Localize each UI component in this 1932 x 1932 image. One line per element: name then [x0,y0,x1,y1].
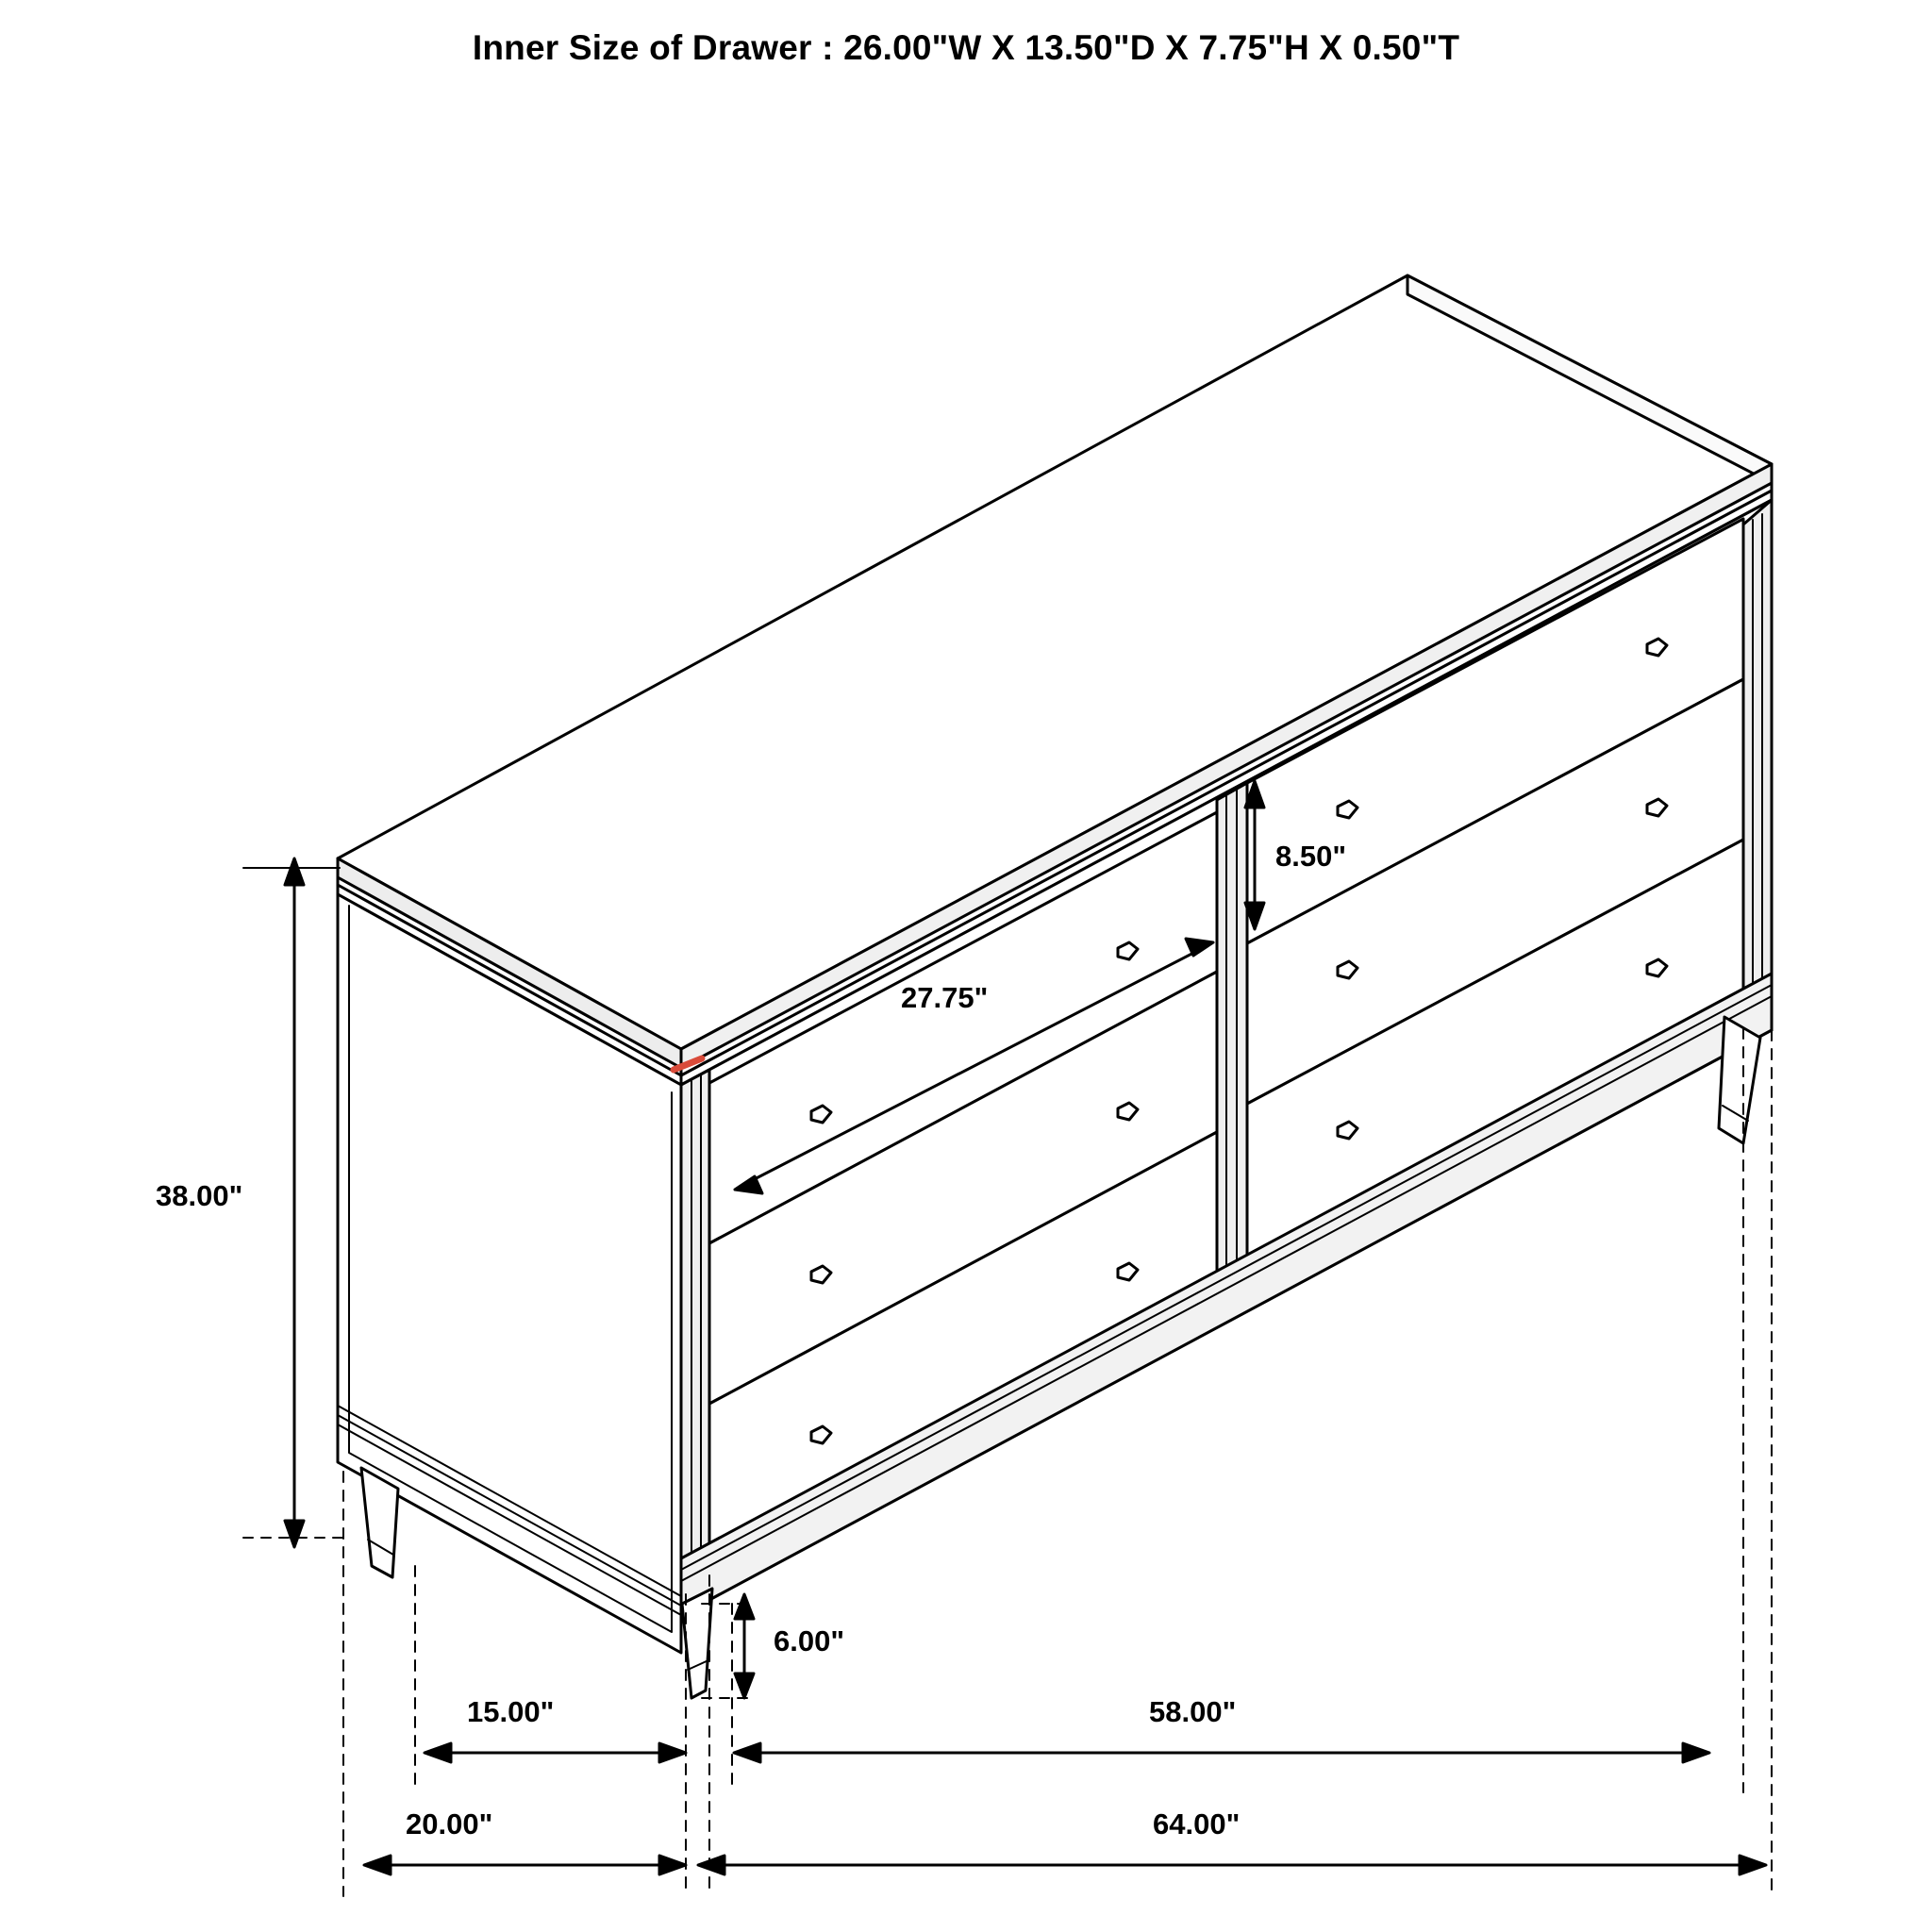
dimension-overall-width-6400 [698,1856,1766,1874]
label-base-width-2000: 20.00" [406,1807,493,1840]
dimension-height-38 [243,858,349,1547]
label-case-width-5800: 58.00" [1149,1695,1237,1728]
label-drawer-height-850: 8.50" [1275,840,1347,873]
dimension-base-width-2000 [364,1856,686,1874]
dimension-side-width-1500 [425,1743,686,1762]
label-side-width-1500: 15.00" [467,1695,555,1728]
dimension-case-width-5800 [734,1743,1709,1762]
page-title: Inner Size of Drawer : 26.00"W X 13.50"D X 7.75"H X 0.50"T [472,28,1460,67]
label-drawer-width-2775: 27.75" [901,981,989,1014]
label-leg-height-600: 6.00" [774,1624,845,1657]
label-height-38: 38.00" [156,1179,243,1212]
label-overall-width-6400: 64.00" [1153,1807,1241,1840]
